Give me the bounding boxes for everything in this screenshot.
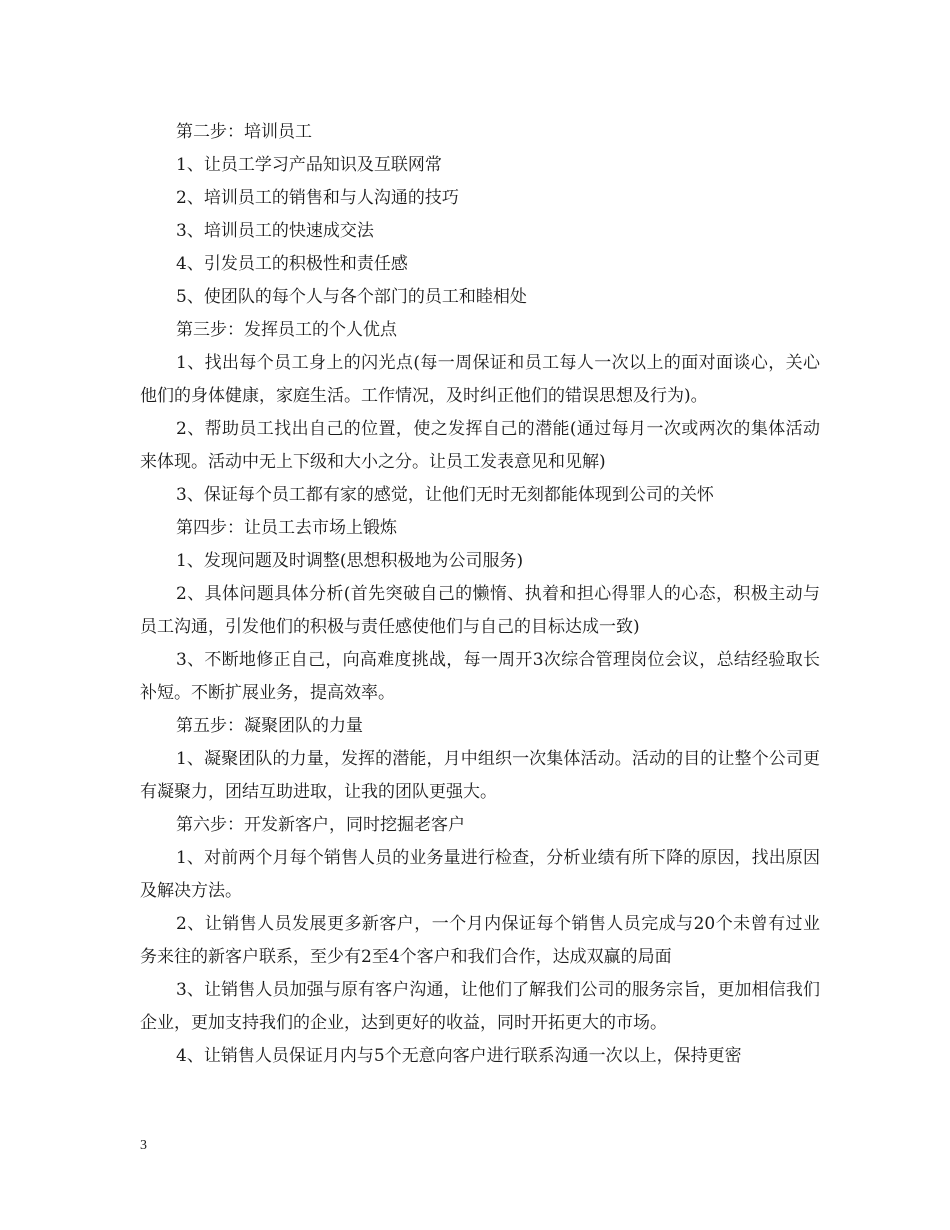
document-body bbox=[140, 116, 820, 1073]
paragraph-step-3-heading: 第三步：发挥员工的个人优点 bbox=[176, 320, 397, 340]
paragraph-step-6-item-1: 1、对前两个月每个销售人员的业务量进行检查，分析业绩有所下降的原因，找出原因及解决方法。 bbox=[140, 848, 820, 901]
paragraph-step-2-heading: 第二步：培训员工 bbox=[176, 122, 312, 142]
paragraph-step-3-item-1: 1、找出每个员工身上的闪光点(每一周保证和员工每人一次以上的面对面谈心，关心他们的身体健康，家庭生活。工作情况，及时纠正他们的错误思想及行为)。 bbox=[140, 353, 820, 406]
paragraph-step-6-item-4: 4、让销售人员保证月内与5个无意向客户进行联系沟通一次以上，保持更密 bbox=[176, 1046, 742, 1066]
paragraph-step-5-heading: 第五步：凝聚团队的力量 bbox=[176, 716, 363, 736]
paragraph-step-4-item-3: 3、不断地修正自己，向高难度挑战，每一周开3次综合管理岗位会议，总结经验取长补短。不断扩展业务，提高效率。 bbox=[140, 650, 820, 703]
paragraph-step-3-item-2: 2、帮助员工找出自己的位置，使之发挥自己的潜能(通过每月一次或两次的集体活动来体现。活动中无上下级和大小之分。让员工发表意见和见解) bbox=[140, 419, 820, 472]
paragraph-step-4-heading: 第四步：让员工去市场上锻炼 bbox=[176, 518, 397, 538]
paragraph-step-2-item-1: 1、让员工学习产品知识及互联网常 bbox=[176, 155, 442, 175]
paragraph-step-3-item-3: 3、保证每个员工都有家的感觉，让他们无时无刻都能体现到公司的关怀 bbox=[176, 485, 714, 505]
paragraph-step-4-item-1: 1、发现问题及时调整(思想积极地为公司服务) bbox=[176, 551, 524, 571]
paragraph-step-5-item-1: 1、凝聚团队的力量，发挥的潜能，月中组织一次集体活动。活动的目的让整个公司更有凝聚力，团结互助进取，让我的团队更强大。 bbox=[140, 749, 820, 802]
paragraph-step-4-item-2: 2、具体问题具体分析(首先突破自己的懒惰、执着和担心得罪人的心态，积极主动与员工沟通，引发他们的积极与责任感使他们与自己的目标达成一致) bbox=[140, 584, 820, 637]
paragraph-step-2-item-5: 5、使团队的每个人与各个部门的员工和睦相处 bbox=[176, 287, 527, 307]
paragraph-step-2-item-3: 3、培训员工的快速成交法 bbox=[176, 221, 374, 241]
paragraph-step-6-heading: 第六步：开发新客户，同时挖掘老客户 bbox=[176, 815, 465, 835]
paragraph-step-2-item-4: 4、引发员工的积极性和责任感 bbox=[176, 254, 408, 274]
paragraph-step-6-item-2: 2、让销售人员发展更多新客户，一个月内保证每个销售人员完成与20个未曾有过业务来往的新客户联系，至少有2至4个客户和我们合作，达成双赢的局面 bbox=[140, 914, 820, 967]
page-number: 3 bbox=[140, 1138, 147, 1153]
paragraph-step-6-item-3: 3、让销售人员加强与原有客户沟通，让他们了解我们公司的服务宗旨，更加相信我们企业，更加支持我们的企业，达到更好的收益，同时开拓更大的市场。 bbox=[140, 980, 820, 1033]
paragraph-step-2-item-2: 2、培训员工的销售和与人沟通的技巧 bbox=[176, 188, 459, 208]
